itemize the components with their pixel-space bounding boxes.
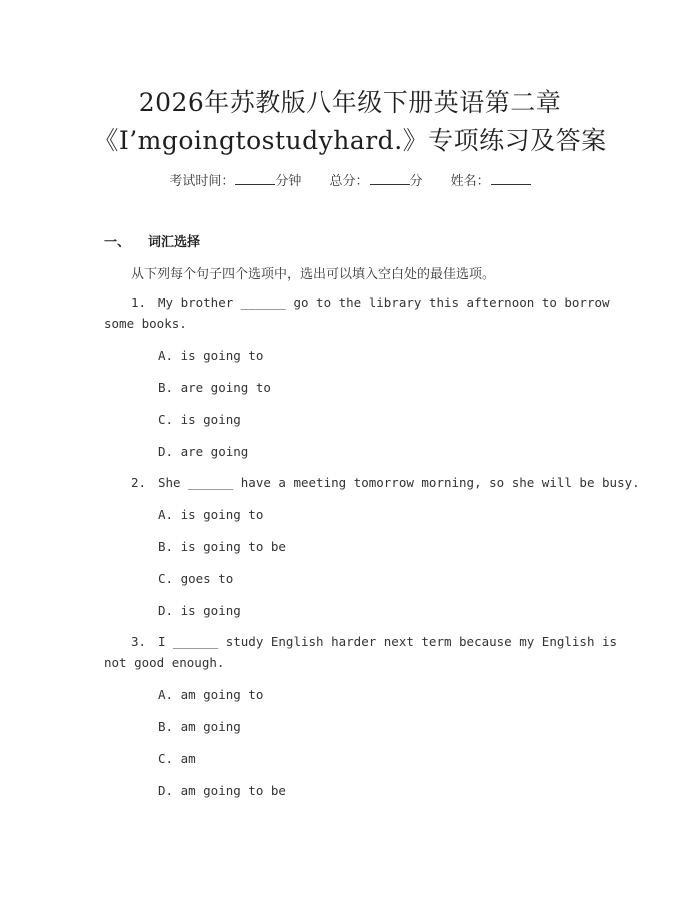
exam-time-label: 考试时间： (169, 174, 235, 189)
question-number: 1. (131, 295, 147, 310)
answer-option: D. am going to be (158, 783, 286, 798)
page-title-line-2: 《I’mgoingtostudyhard.》专项练习及答案 (93, 126, 607, 155)
student-name-label: 姓名： (450, 174, 490, 189)
question-number: 2. (131, 475, 147, 490)
question-number: 3. (131, 634, 147, 649)
total-score-blank (370, 173, 410, 185)
section-instructions: 从下列每个句子四个选项中，选出可以填入空白处的最佳选项。 (131, 267, 496, 282)
exam-time-unit: 分钟 (275, 174, 302, 189)
section-title: 词汇选择 (148, 235, 201, 250)
question-text: My brother ______ go to the library this afternoon to borrow (158, 295, 610, 310)
answer-option: B. is going to be (158, 539, 286, 554)
question-text: She ______ have a meeting tomorrow morning, so she will be busy. (158, 475, 640, 490)
total-score-label: 总分： (329, 174, 369, 189)
total-score-field (329, 174, 422, 189)
exam-time-field (169, 174, 301, 189)
total-score-unit: 分 (409, 174, 423, 189)
answer-option: B. am going (158, 719, 241, 734)
page-title-line-1: 2026年苏教版八年级下册英语第二章 (138, 88, 562, 117)
section-number: 一、 (104, 235, 131, 250)
exam-time-blank (235, 173, 275, 185)
exam-info (0, 170, 700, 189)
answer-option: A. is going to (158, 348, 264, 363)
question-text: I ______ study English harder next term because my English is (158, 634, 618, 649)
question-text-continued: not good enough. (104, 655, 225, 670)
answer-option: A. is going to (158, 507, 264, 522)
answer-option: D. are going (158, 444, 249, 459)
question-text-continued: some books. (104, 316, 187, 331)
answer-option: D. is going (158, 603, 241, 618)
answer-option: B. are going to (158, 380, 271, 395)
answer-option: C. goes to (158, 571, 234, 586)
answer-option: C. is going (158, 412, 241, 427)
answer-option: A. am going to (158, 687, 264, 702)
student-name-blank (491, 173, 531, 185)
section-heading (104, 231, 200, 250)
student-name-field (451, 174, 531, 189)
answer-option: C. am (158, 751, 196, 766)
